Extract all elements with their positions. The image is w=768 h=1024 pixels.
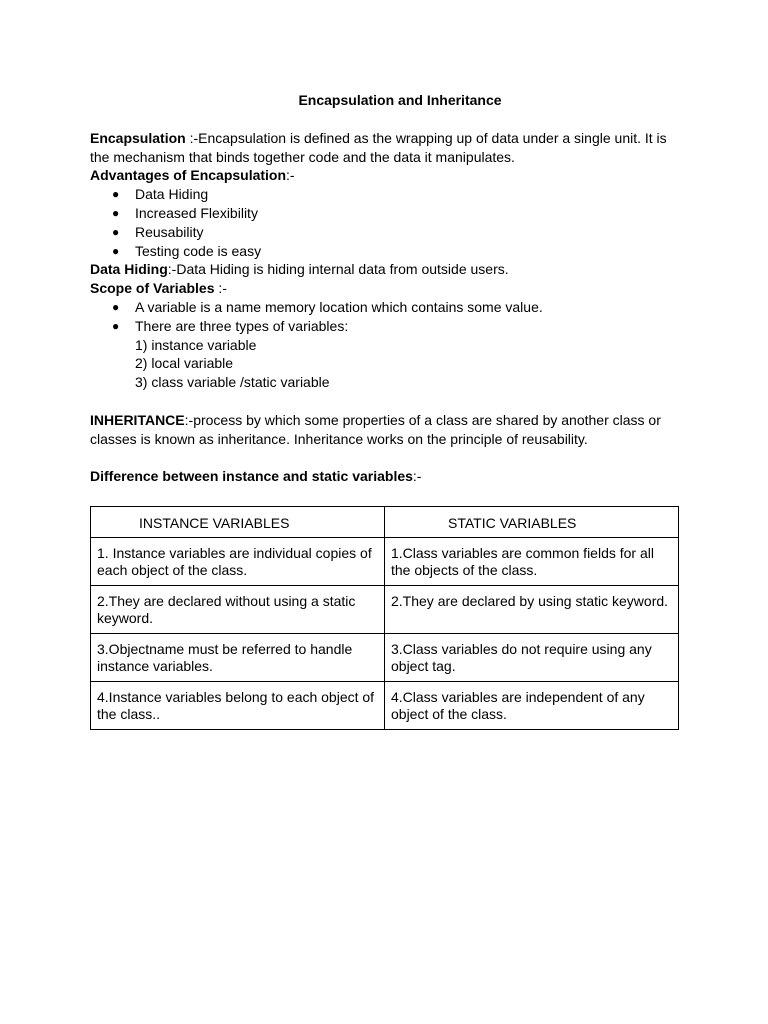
spacer [90, 392, 680, 411]
bullet-icon: ● [112, 318, 120, 333]
table-row [91, 586, 679, 634]
data-hiding-term: Data Hiding [90, 261, 168, 278]
difference-heading-line [90, 467, 680, 486]
data-hiding-definition: :-Data Hiding is hiding internal data from outside users. [167, 261, 509, 278]
bullet-icon: ● [112, 224, 120, 239]
variable-type-item: 2) local variable [135, 355, 234, 372]
table-cell: 2.They are declared without using a static keyword. [91, 586, 385, 634]
encapsulation-term: Encapsulation [90, 129, 186, 146]
document-title: Encapsulation and Inheritance [298, 92, 502, 108]
table-row [91, 682, 679, 730]
inheritance-term: INHERITANCE [90, 411, 185, 428]
variable-type-item: 3) class variable /static variable [135, 374, 330, 391]
column-header-static: STATIC VARIABLES [385, 507, 679, 538]
table-row [91, 634, 679, 682]
spacer [90, 110, 680, 129]
data-hiding-paragraph [90, 260, 680, 279]
scope-suffix: :- [214, 280, 227, 297]
inheritance-definition: :-process by which some properties of a class are shared by another class or classes is known as inheritance. Inheritance works on the principle of reusability. [90, 411, 661, 447]
list-item: ● Increased Flexibility [112, 204, 258, 221]
inheritance-paragraph [90, 411, 680, 449]
list-item: ● Testing code is easy [112, 242, 262, 259]
advantages-heading: Advantages of Encapsulation [90, 167, 287, 184]
variable-type-item: 1) instance variable [135, 336, 257, 353]
list-item: ● There are three types of variables: [112, 317, 349, 334]
list-item: ● A variable is a name memory location which contains some value. [112, 298, 543, 315]
encapsulation-definition: :-Encapsulation is defined as the wrapping up of data under a single unit. It is the mechanism that binds together code and the data it manipulates. [90, 129, 667, 165]
advantages-list [90, 185, 680, 260]
advantages-heading-line [90, 166, 680, 185]
table-row [91, 538, 679, 586]
bullet-icon: ● [112, 243, 120, 258]
table-cell: 4.Instance variables belong to each object of the class.. [91, 682, 385, 730]
table-cell: 2.They are declared by using static keyword. [385, 586, 679, 634]
table-header-row [91, 507, 679, 538]
list-item: ● Data Hiding [112, 186, 209, 203]
bullet-icon: ● [112, 205, 120, 220]
bullet-icon: ● [112, 187, 120, 202]
scope-heading: Scope of Variables [90, 280, 215, 297]
table-cell: 1. Instance variables are individual copies of each object of the class. [91, 538, 385, 586]
advantages-suffix: :- [286, 167, 295, 184]
scope-list [90, 298, 680, 336]
bullet-icon: ● [112, 299, 120, 314]
table-cell: 1.Class variables are common fields for all the objects of the class. [385, 538, 679, 586]
spacer [90, 448, 680, 467]
document-body [90, 90, 680, 486]
encapsulation-paragraph [90, 129, 680, 167]
variable-types-list [90, 336, 680, 392]
table-cell: 4.Class variables are independent of any object of the class. [385, 682, 679, 730]
scope-heading-line [90, 279, 680, 298]
column-header-instance: INSTANCE VARIABLES [91, 507, 385, 538]
difference-heading: Difference between instance and static variables [90, 468, 413, 485]
list-item: ● Reusability [112, 223, 204, 240]
difference-suffix: :- [412, 468, 422, 485]
comparison-table [90, 506, 679, 730]
table-cell: 3.Objectname must be referred to handle instance variables. [91, 634, 385, 682]
table-cell: 3.Class variables do not require using any object tag. [385, 634, 679, 682]
